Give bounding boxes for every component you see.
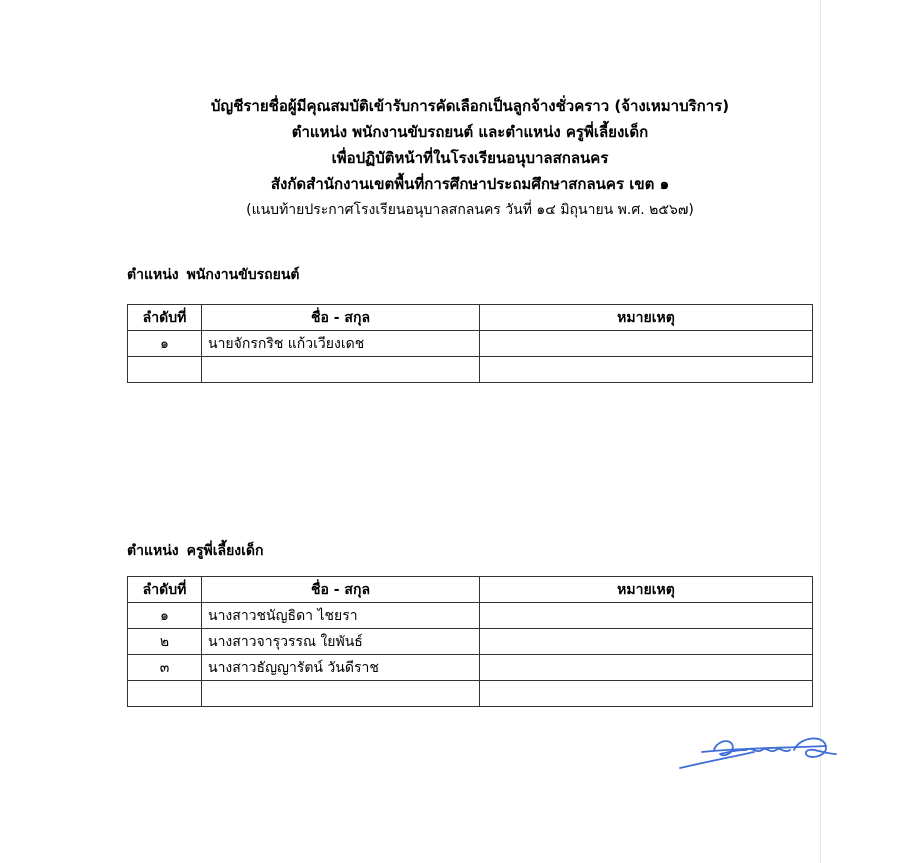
column-header-remark: หมายเหตุ [480,577,813,603]
column-header-name: ชื่อ - สกุล [202,305,480,331]
row-name: นางสาวจารุวรรณ ใยพันธ์ [202,629,480,655]
section-label: ตำแหน่ง [127,267,179,283]
document-header [120,93,820,223]
row-order: ๑ [128,331,202,357]
title-line-1: บัญชีรายชื่อผู้มีคุณสมบัติเข้ารับการคัดเลือกเป็นลูกจ้างชั่วคราว (จ้างเหมาบริการ) [210,97,730,115]
row-remark [480,655,813,681]
title-line-5: (แนบท้ายประกาศโรงเรียนอนุบาลสกลนคร วันที่ ๑๔ มิถุนายน พ.ศ. ๒๕๖๗) [246,202,694,218]
table-header-row [128,305,813,331]
section-label: ตำแหน่ง [127,543,179,559]
section-position: พนักงานขับรถยนต์ [186,267,300,283]
row-order: ๒ [128,629,202,655]
row-name: นายจักรกริช แก้วเวียงเดช [202,331,480,357]
row-order [128,357,202,383]
row-name [202,681,480,707]
driver-table [127,304,813,383]
row-remark [480,357,813,383]
section-title-driver [127,264,300,286]
nanny-table [127,576,813,707]
row-name: นางสาวธัญญารัตน์ วันดีราช [202,655,480,681]
section-position: ครูพี่เลี้ยงเด็ก [186,543,264,559]
title-line-2: ตำแหน่ง พนักงานขับรถยนต์ และตำแหน่ง ครูพี่เลี้ยงเด็ก [291,123,649,141]
column-header-order: ลำดับที่ [128,577,202,603]
section-title-nanny [127,540,264,562]
table-row [128,603,813,629]
table-row [128,655,813,681]
title-line-3: เพื่อปฏิบัติหน้าที่ในโรงเรียนอนุบาลสกลนคร [331,149,609,167]
row-order: ๑ [128,603,202,629]
column-header-name: ชื่อ - สกุล [202,577,480,603]
row-name: นางสาวชนัญธิดา ไชยรา [202,603,480,629]
table-row [128,629,813,655]
title-line-4: สังกัดสำนักงานเขตพื้นที่การศึกษาประถมศึกษาสกลนคร เขต ๑ [270,175,670,193]
row-order [128,681,202,707]
table-row [128,331,813,357]
row-remark [480,681,813,707]
column-header-remark: หมายเหตุ [480,305,813,331]
column-header-order: ลำดับที่ [128,305,202,331]
table-header-row [128,577,813,603]
row-order: ๓ [128,655,202,681]
row-name [202,357,480,383]
row-remark [480,331,813,357]
signature [676,728,841,776]
row-remark [480,603,813,629]
row-remark [480,629,813,655]
table-row [128,357,813,383]
table-row [128,681,813,707]
